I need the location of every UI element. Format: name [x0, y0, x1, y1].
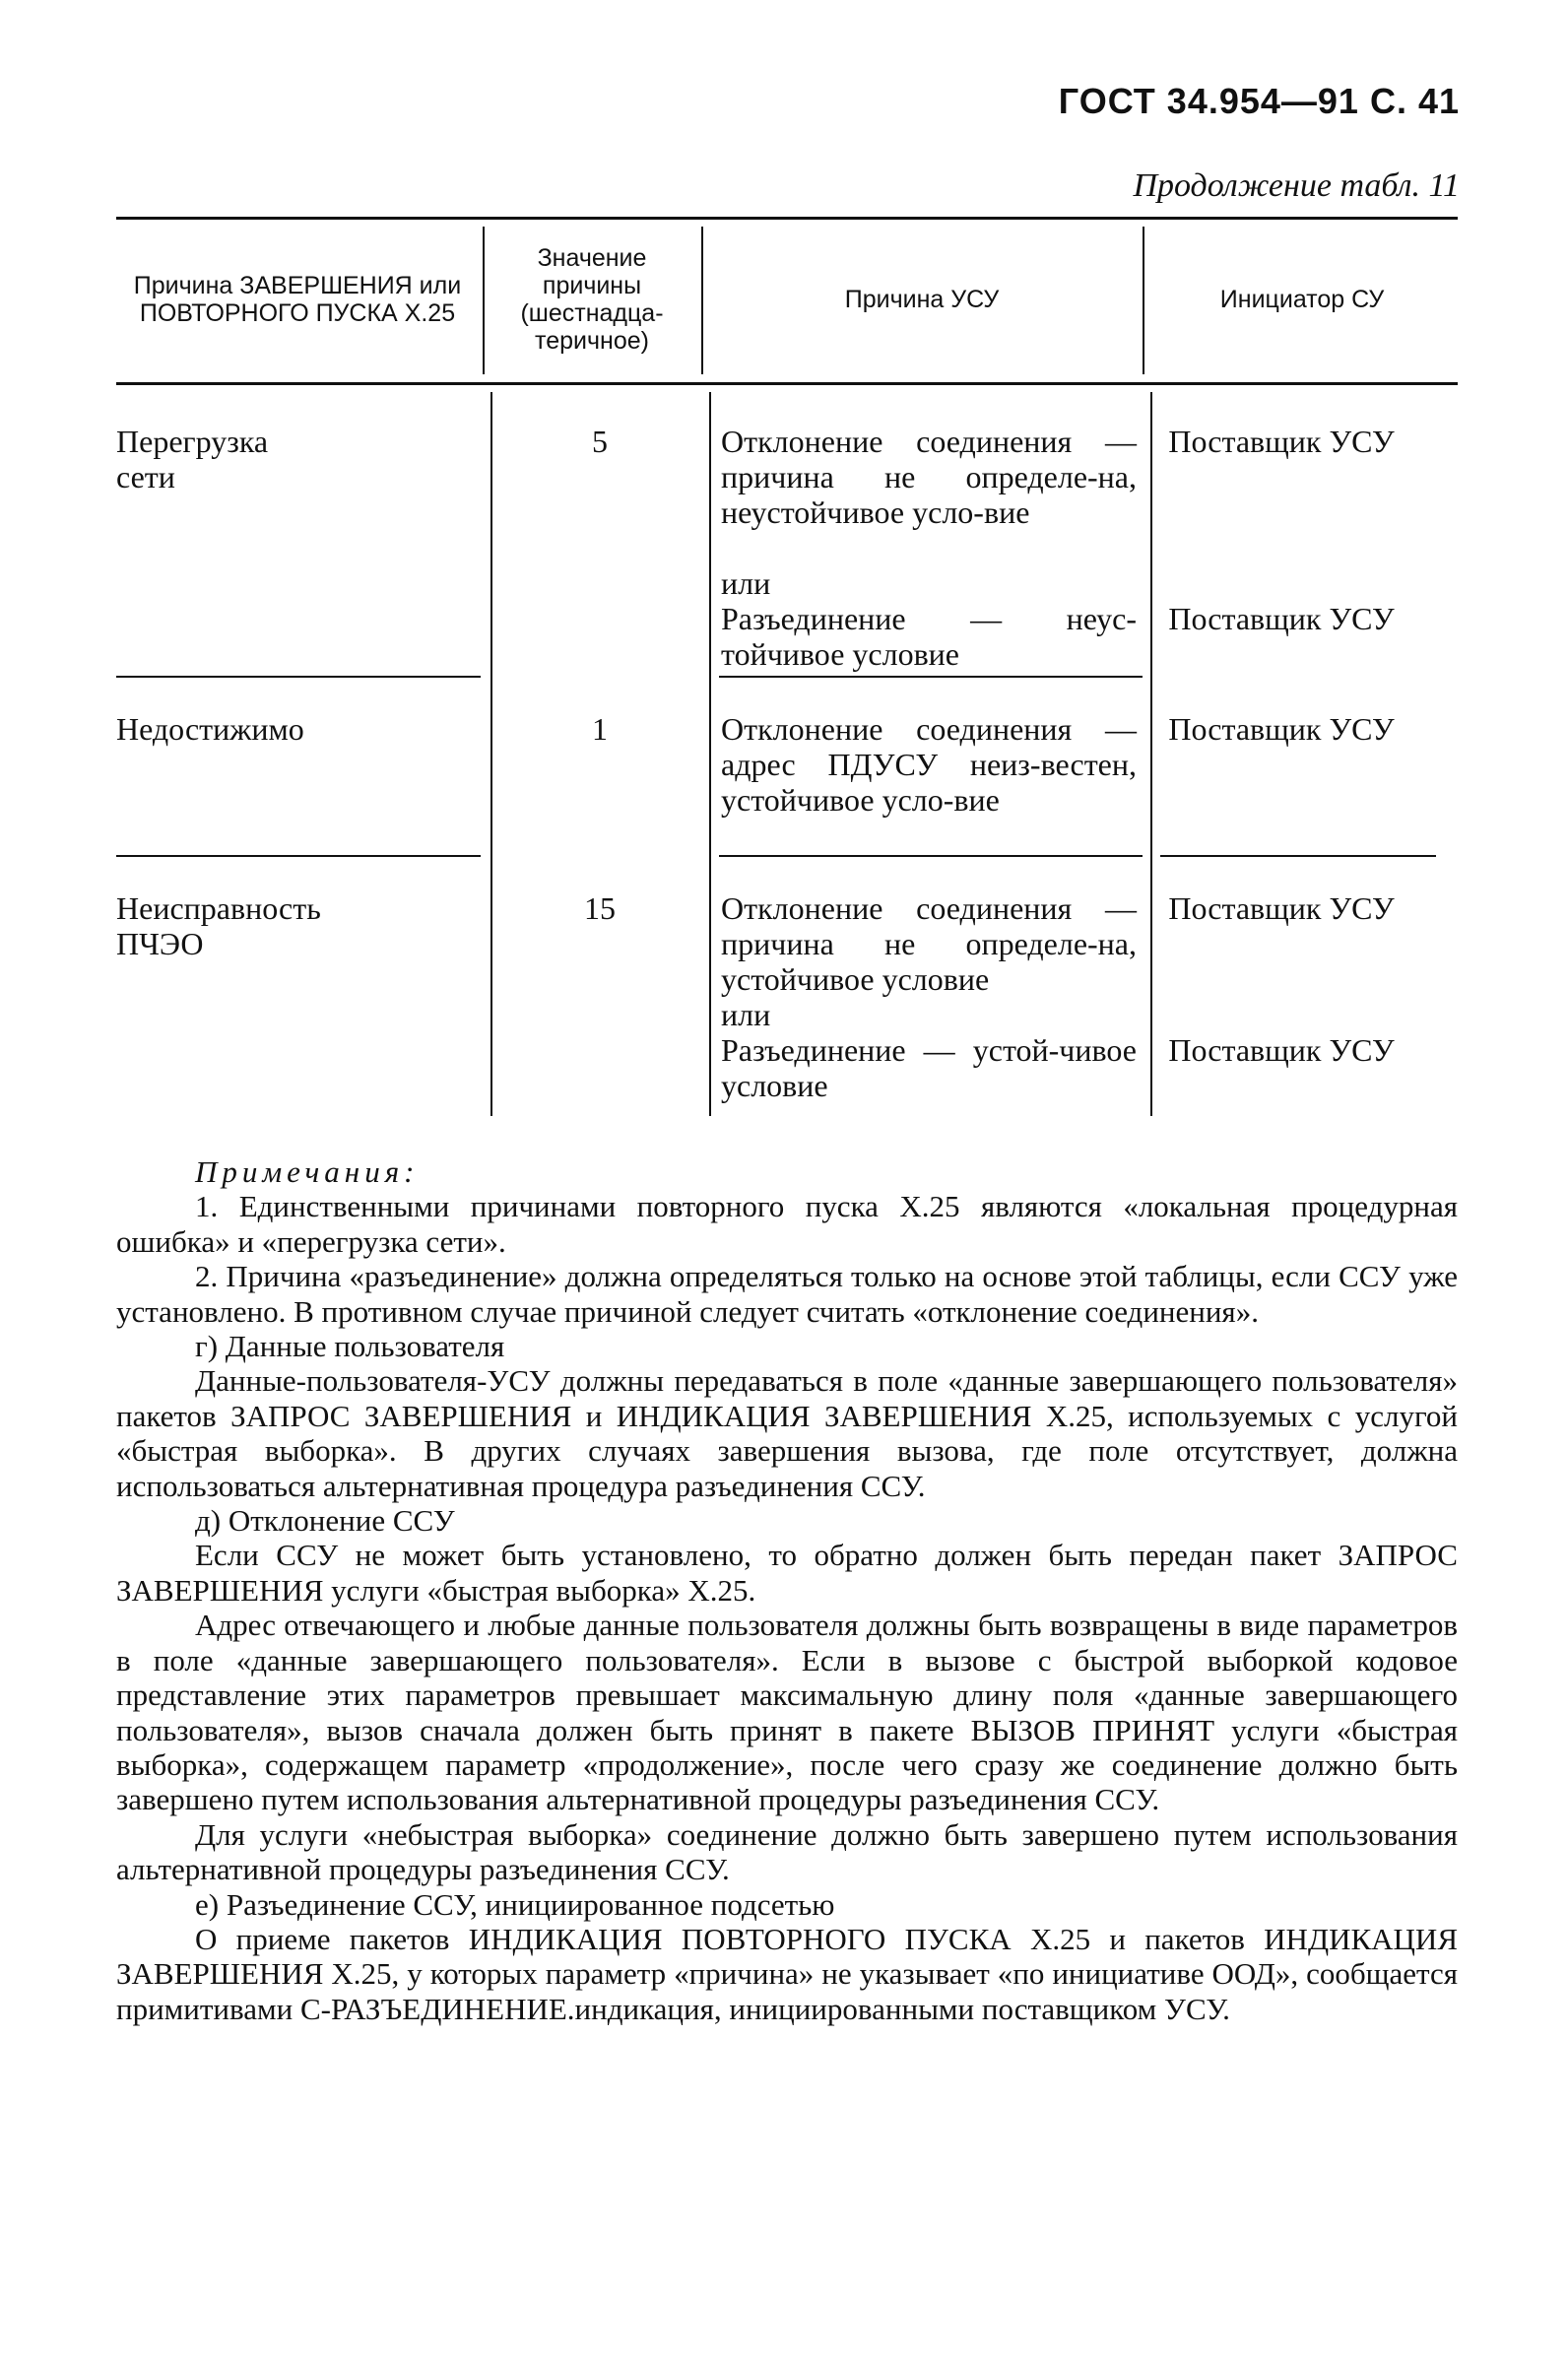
notes-section: [116, 1154, 1458, 2026]
paragraph: Для услуги «небыстрая выборка» соединение должно быть завершено путем использования альтернативной процедуры разъединения ССУ.: [116, 1816, 1458, 1887]
row-usu-cause: Разъединение — устой-чивое условие: [721, 1032, 1137, 1103]
table-header-divider: [483, 227, 485, 374]
section-heading: г) Данные пользователя: [195, 1329, 505, 1364]
row-initiator: Поставщик УСУ: [1168, 1032, 1395, 1068]
section-heading: д) Отклонение ССУ: [195, 1503, 455, 1539]
row-usu-cause: Отклонение соединения — адрес ПДУСУ неиз-вестен, устойчивое усло-вие: [721, 711, 1137, 818]
page-header: ГОСТ 34.954—91 С. 41: [1058, 81, 1460, 121]
table-top-rule: [116, 217, 1458, 220]
row-or: или: [721, 565, 771, 601]
row-or: или: [721, 997, 771, 1032]
row-cause: Неисправность ПЧЭО: [116, 890, 321, 961]
table-header-divider: [701, 227, 703, 374]
note-2: 2. Причина «разъединение» должна определяться только на основе этой таблицы, если ССУ уже установлено. В противном случае причиной следует считать «отклонение соединения».: [116, 1259, 1458, 1329]
row-usu-cause: Отклонение соединения — причина не определе-на, неустойчивое усло-вие: [721, 424, 1137, 530]
paragraph: Адрес отвечающего и любые данные пользователя должны быть возвращены в виде параметров в поле «данные завершающего пользователя». Если в вызове с быстрой выборкой кодовое представление этих параметров превышает максимальную длину поля «данные завершающего пользователя», вызов сначала должен быть принят в пакете ВЫЗОВ ПРИНЯТ услуги «быстрая выборка», содержащем параметр «продолжение», после чего сразу же соединение должно быть завершено путем использования альтернативной процедуры разъединения ССУ.: [116, 1608, 1458, 1817]
table-body-divider: [490, 392, 492, 1116]
row-initiator: Поставщик УСУ: [1168, 711, 1395, 747]
row-initiator: Поставщик УСУ: [1168, 424, 1395, 459]
row-rule: [719, 676, 1143, 678]
row-value: 5: [592, 424, 608, 459]
column-header-cause: Причина ЗАВЕРШЕНИЯ или ПОВТОРНОГО ПУСКА X.25: [133, 272, 462, 327]
row-value: 1: [592, 711, 608, 747]
notes-title: Примечания:: [195, 1154, 420, 1189]
paragraph: Данные-пользователя-УСУ должны передаваться в поле «данные завершающего пользователя» пакетов ЗАПРОС ЗАВЕРШЕНИЯ и ИНДИКАЦИЯ ЗАВЕРШЕНИЯ X.25, используемых с услугой «быстрая выборка». В других случаях завершения вызова, где поле отсутствует, должна использоваться альтернативная процедура разъединения ССУ.: [116, 1363, 1458, 1503]
table-header-divider: [1143, 227, 1144, 374]
row-initiator: Поставщик УСУ: [1168, 890, 1395, 926]
row-rule: [1160, 855, 1436, 857]
paragraph: О приеме пакетов ИНДИКАЦИЯ ПОВТОРНОГО ПУСКА X.25 и пакетов ИНДИКАЦИЯ ЗАВЕРШЕНИЯ X.25, у которых параметр «причина» не указывает «по инициативе ООД», сообщается примитивами С-РАЗЪЕДИНЕНИЕ.индикация, инициированными поставщиком УСУ.: [116, 1921, 1458, 2026]
row-usu-cause: Отклонение соединения — причина не определе-на, устойчивое условие: [721, 890, 1137, 997]
cause-table: [116, 217, 1458, 1123]
note-1: 1. Единственными причинами повторного пуска X.25 являются «локальная процедурная ошибка» и «перегрузка сети».: [116, 1189, 1458, 1259]
column-header-initiator: Инициатор СУ: [1219, 286, 1385, 313]
row-initiator: Поставщик УСУ: [1168, 601, 1395, 636]
row-rule: [116, 676, 481, 678]
table-body-divider: [709, 392, 711, 1116]
row-rule: [719, 855, 1143, 857]
paragraph: Если ССУ не может быть установлено, то обратно должен быть передан пакет ЗАПРОС ЗАВЕРШЕНИЯ услуги «быстрая выборка» X.25.: [116, 1538, 1458, 1608]
row-cause: Недостижимо: [116, 711, 304, 747]
section-heading: е) Разъединение ССУ, инициированное подсетью: [195, 1886, 835, 1922]
table-continuation-label: Продолжение табл. 11: [1133, 167, 1460, 204]
table-header-rule: [116, 382, 1458, 385]
row-usu-cause: Разъединение — неус-тойчивое условие: [721, 601, 1137, 672]
row-value: 15: [584, 890, 616, 926]
column-header-usu-cause: Причина УСУ: [844, 286, 1000, 313]
column-header-value: Значение причины (шестнадца-теричное): [520, 244, 664, 355]
row-rule: [116, 855, 481, 857]
row-cause: Перегрузка сети: [116, 424, 269, 494]
table-body-divider: [1150, 392, 1152, 1116]
